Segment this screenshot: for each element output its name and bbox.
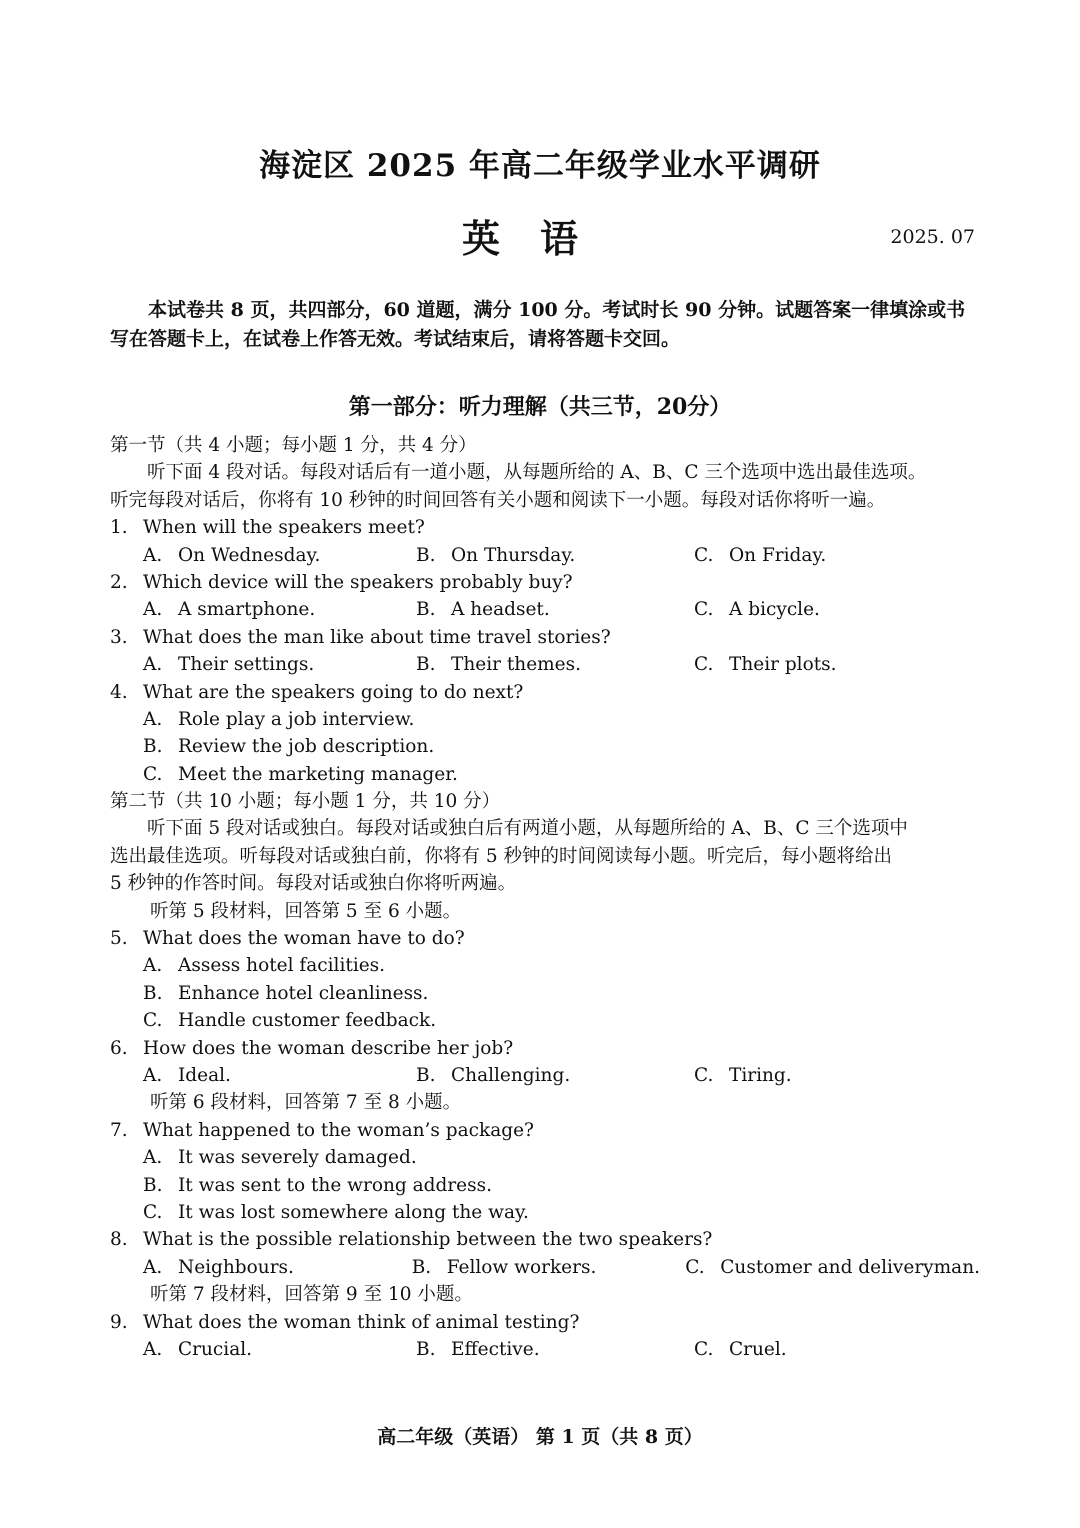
question-text: What does the man like about time travel stories? [143, 626, 611, 648]
option-c: C. It was lost somewhere along the way. [143, 1201, 529, 1223]
question-text: What does the woman have to do? [143, 928, 465, 950]
option-a: A. On Wednesday. [143, 544, 321, 566]
option-a: A. Role play a job interview. [143, 708, 415, 730]
question-number: 9. [110, 1311, 128, 1333]
option-b: B. Effective. [416, 1338, 540, 1360]
question-number: 8. [110, 1229, 128, 1251]
question-3-options [110, 651, 980, 678]
question-1 [110, 514, 980, 541]
question-text: What are the speakers going to do next? [143, 681, 524, 703]
question-text: What happened to the woman’s package? [143, 1119, 534, 1141]
question-text: When will the speakers meet? [143, 517, 425, 539]
section1-heading: 第一节（共 4 小题；每小题 1 分，共 4 分） [110, 435, 477, 456]
question-2-options [110, 596, 980, 623]
option-b: B. Review the job description. [143, 736, 435, 758]
question-number: 7. [110, 1119, 128, 1141]
option-b: B. A headset. [416, 599, 550, 621]
option-c: C. Handle customer feedback. [143, 1010, 437, 1032]
option-a: A. It was severely damaged. [143, 1147, 417, 1169]
exam-title: 海淀区 2025 年高二年级学业水平调研 [259, 148, 821, 184]
question-3 [110, 624, 980, 651]
listen-material-5: 听第 5 段材料，回答第 5 至 6 小题。 [150, 900, 462, 922]
option-c: C. Meet the marketing manager. [143, 763, 458, 785]
option-b: B. Their themes. [416, 654, 582, 676]
option-c: C. A bicycle. [694, 599, 820, 621]
question-1-options [110, 542, 980, 569]
part1-body [110, 432, 980, 1363]
option-b: B. On Thursday. [416, 544, 576, 566]
option-a: A. Their settings. [143, 654, 315, 676]
section2-instructions-1: 听下面 5 段对话或独白。每段对话或独白后有两道小题，从每题所给的 A、B、C 三个选项中 [147, 818, 908, 840]
question-text: How does the woman describe her job? [143, 1037, 514, 1059]
question-number: 1. [110, 517, 128, 539]
exam-instructions: 本试卷共 8 页，共四部分，60 道题，满分 100 分。考试时长 90 分钟。试题答案一律填涂或书写在答题卡上，在试卷上作答无效。考试结束后，请将答题卡交回。 [110, 299, 966, 350]
question-number: 5. [110, 928, 128, 950]
option-a: A. Crucial. [143, 1338, 253, 1360]
question-6-options [110, 1062, 980, 1089]
question-5 [110, 925, 980, 952]
option-c: C. Customer and deliveryman. [685, 1256, 980, 1278]
page-footer: 高二年级（英语） 第 1 页（共 8 页） [377, 1426, 703, 1448]
option-c: C. On Friday. [694, 544, 827, 566]
section1-instructions-2: 听完每段对话后，你将有 10 秒钟的时间回答有关小题和阅读下一小题。每段对话你将听一遍。 [110, 489, 886, 511]
question-6 [110, 1035, 980, 1062]
question-7 [110, 1117, 980, 1144]
option-c: C. Tiring. [694, 1064, 792, 1086]
question-text: What is the possible relationship between the two speakers? [143, 1229, 713, 1251]
section2-instructions-3: 5 秒钟的作答时间。每段对话或独白你将听两遍。 [110, 873, 517, 895]
part1-title: 第一部分：听力理解（共三节，20分） [348, 394, 732, 420]
listen-material-7: 听第 7 段材料，回答第 9 至 10 小题。 [150, 1284, 473, 1306]
section1-instructions-1: 听下面 4 段对话。每段对话后有一道小题，从每题所给的 A、B、C 三个选项中选出最佳选项。 [147, 462, 927, 484]
exam-date: 2025. 07 [890, 226, 975, 248]
question-text: What does the woman think of animal testing? [143, 1311, 580, 1333]
question-9-options [110, 1336, 980, 1363]
question-number: 6. [110, 1037, 128, 1059]
section2-instructions-2: 选出最佳选项。听每段对话或独白前，你将有 5 秒钟的时间阅读每小题。听完后，每小题将给出 [110, 845, 893, 867]
option-c: C. Cruel. [694, 1338, 787, 1360]
question-number: 3. [110, 626, 128, 648]
listen-material-6: 听第 6 段材料，回答第 7 至 8 小题。 [150, 1092, 462, 1114]
option-a: A. Ideal. [143, 1064, 231, 1086]
option-b: B. Challenging. [416, 1064, 571, 1086]
question-number: 2. [110, 571, 128, 593]
question-number: 4. [110, 681, 128, 703]
option-b: B. Fellow workers. [411, 1256, 597, 1278]
question-9 [110, 1309, 980, 1336]
question-text: Which device will the speakers probably buy? [143, 571, 573, 593]
option-a: A. Assess hotel facilities. [143, 955, 386, 977]
option-c: C. Their plots. [694, 654, 837, 676]
option-b: B. It was sent to the wrong address. [143, 1174, 492, 1196]
question-8 [110, 1226, 980, 1253]
question-2 [110, 569, 980, 596]
option-b: B. Enhance hotel cleanliness. [143, 982, 429, 1004]
section2-heading: 第二节（共 10 小题；每小题 1 分，共 10 分） [110, 791, 501, 813]
question-4 [110, 679, 980, 706]
option-a: A. A smartphone. [143, 599, 316, 621]
subject-heading: 英语 [461, 216, 618, 261]
question-8-options [110, 1254, 980, 1281]
option-a: A. Neighbours. [143, 1256, 294, 1278]
